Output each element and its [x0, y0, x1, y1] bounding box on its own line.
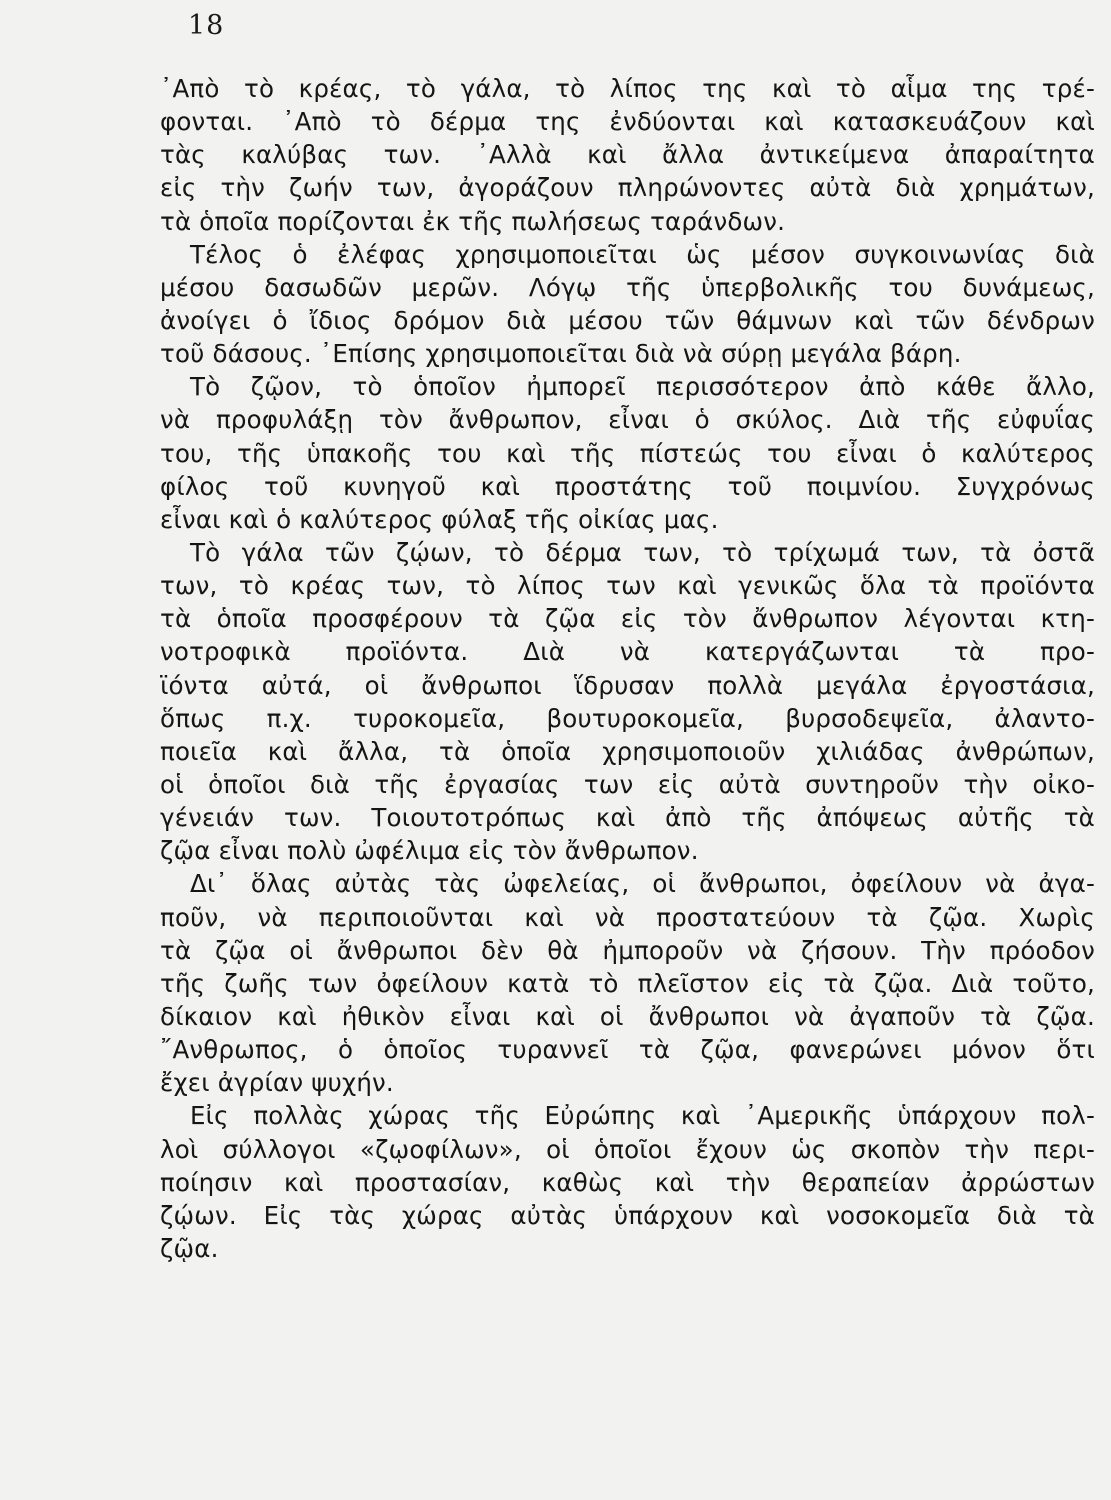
text-line: μέσου δασωδῶν μερῶν. Λόγῳ τῆς ὑπερβολικῆς του δυνάμεως,	[160, 272, 1095, 302]
text-line: τὰ ζῷα οἱ ἄνθρωποι δὲν θὰ ἠμποροῦν νὰ ζήσουν. Τὴν πρόοδον	[160, 935, 1095, 965]
text-line: των, τὸ κρέας των, τὸ λίπος των καὶ γενικῶς ὅλα τὰ προϊόντα	[160, 571, 1095, 601]
text-line: Εἰς πολλὰς χώρας τῆς Εὐρώπης καὶ ᾿Αμερικῆς ὑπάρχουν πολ-	[190, 1101, 1095, 1131]
text-line: ὅπως π.χ. τυροκομεῖα, βουτυροκομεῖα, βυρσοδεψεῖα, ἀλαντο-	[160, 703, 1095, 733]
text-line: δίκαιον καὶ ἠθικὸν εἶναι καὶ οἱ ἄνθρωποι νὰ ἀγαποῦν τὰ ζῷα.	[160, 1001, 1095, 1031]
text-line: εἰς τὴν ζωήν των, ἀγοράζουν πληρώνοντες αὐτὰ διὰ χρημάτων,	[160, 173, 1095, 203]
text-line: Τὸ γάλα τῶν ζῴων, τὸ δέρμα των, τὸ τρίχωμά των, τὰ ὀστᾶ	[190, 537, 1095, 567]
text-line: Τέλος ὁ ἐλέφας χρησιμοποιεῖται ὡς μέσον συγκοινωνίας διὰ	[190, 239, 1095, 269]
text-line: ποῦν, νὰ περιποιοῦνται καὶ νὰ προστατεύουν τὰ ζῷα. Χωρὶς	[160, 902, 1095, 932]
text-line: ῎Ανθρωπος, ὁ ὁποῖος τυραννεῖ τὰ ζῷα, φανερώνει μόνον ὅτι	[160, 1035, 1095, 1065]
text-line: ποιεῖα καὶ ἄλλα, τὰ ὁποῖα χρησιμοποιοῦν χιλιάδας ἀνθρώπων,	[160, 736, 1095, 766]
text-line: ζῴων. Εἰς τὰς χώρας αὐτὰς ὑπάρχουν καὶ νοσοκομεῖα διὰ τὰ	[160, 1200, 1095, 1230]
text-line: ᾿Απὸ τὸ κρέας, τὸ γάλα, τὸ λίπος της καὶ τὸ αἷμα της τρέ-	[160, 74, 1095, 103]
text-line: ϊόντα αὐτά, οἱ ἄνθρωποι ἵδρυσαν πολλὰ μεγάλα ἐργοστάσια,	[160, 670, 1095, 700]
text-line: οἱ ὁποῖοι διὰ τῆς ἐργασίας των εἰς αὐτὰ συντηροῦν τὴν οἰκο-	[160, 769, 1095, 799]
text-line: νοτροφικὰ προϊόντα. Διὰ νὰ κατεργάζωνται τὰ προ-	[160, 637, 1095, 667]
text-line: του, τῆς ὑπακοῆς του καὶ τῆς πίστεώς του εἶναι ὁ καλύτερος	[160, 438, 1095, 468]
text-line: τὰ ὁποῖα πορίζονται ἐκ τῆς πωλήσεως ταράνδων.	[160, 206, 786, 236]
page-number: 18	[188, 10, 225, 41]
text-line: τὰ ὁποῖα προσφέρουν τὰ ζῷα εἰς τὸν ἄνθρωπον λέγονται κτη-	[160, 604, 1095, 634]
text-line: λοὶ σύλλογοι «ζῳοφίλων», οἱ ὁποῖοι ἔχουν ὡς σκοπὸν τὴν περι-	[160, 1134, 1095, 1164]
text-line: ποίησιν καὶ προστασίαν, καθὼς καὶ τὴν θεραπείαν ἀρρώστων	[160, 1167, 1095, 1197]
text-line: Δι᾿ ὅλας αὐτὰς τὰς ὠφελείας, οἱ ἄνθρωποι, ὀφείλουν νὰ ἀγα-	[190, 869, 1095, 899]
text-line: ἀνοίγει ὁ ἴδιος δρόμον διὰ μέσου τῶν θάμνων καὶ τῶν δένδρων	[160, 305, 1095, 335]
text-line: γένειάν των. Τοιουτοτρόπως καὶ ἀπὸ τῆς ἀπόψεως αὐτῆς τὰ	[160, 803, 1095, 833]
text-line: νὰ προφυλάξῃ τὸν ἄνθρωπον, εἶναι ὁ σκύλος. Διὰ τῆς εὐφυΐας	[160, 405, 1095, 435]
text-line: φίλος τοῦ κυνηγοῦ καὶ προστάτης τοῦ ποιμνίου. Συγχρόνως	[160, 471, 1095, 501]
text-line: τὰς καλύβας των. ᾿Αλλὰ καὶ ἄλλα ἀντικείμενα ἀπαραίτητα	[160, 140, 1095, 170]
text-line: ζῷα.	[160, 1233, 219, 1263]
text-line: εἶναι καὶ ὁ καλύτερος φύλαξ τῆς οἰκίας μας.	[160, 504, 719, 534]
text-line: τῆς ζωῆς των ὀφείλουν κατὰ τὸ πλεῖστον εἰς τὰ ζῷα. Διὰ τοῦτο,	[160, 968, 1095, 998]
text-line: τοῦ δάσους. ᾿Επίσης χρησιμοποιεῖται διὰ νὰ σύρῃ μεγάλα βάρη.	[160, 339, 962, 369]
text-line: ἔχει ἀγρίαν ψυχήν.	[160, 1068, 394, 1098]
text-line: φονται. ᾿Απὸ τὸ δέρμα της ἐνδύονται καὶ κατασκευάζουν καὶ	[160, 107, 1095, 137]
text-line: Τὸ ζῷον, τὸ ὁποῖον ἠμπορεῖ περισσότερον ἀπὸ κάθε ἄλλο,	[190, 372, 1095, 402]
body-text	[160, 72, 1095, 1265]
text-line: ζῷα εἶναι πολὺ ὠφέλιμα εἰς τὸν ἄνθρωπον.	[160, 836, 699, 866]
